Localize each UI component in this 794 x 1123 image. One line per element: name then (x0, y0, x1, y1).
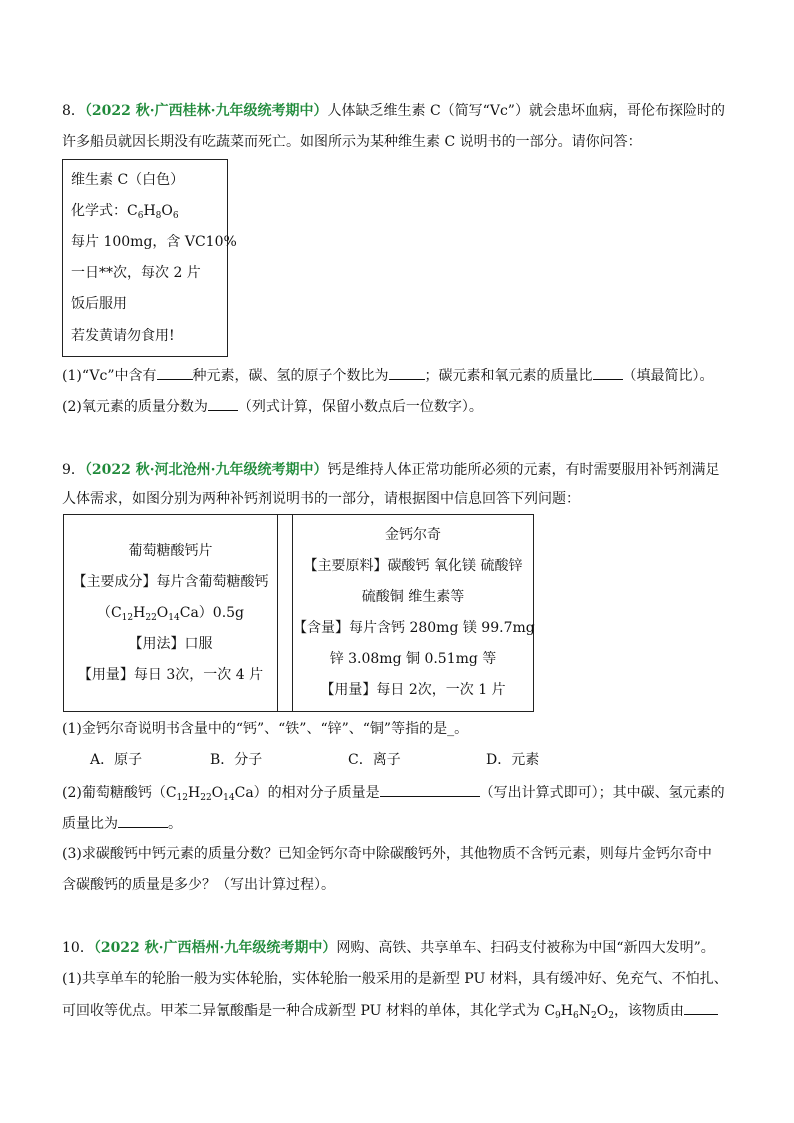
vc-label-line3: 每片 100mg，含 VC10% (71, 234, 237, 250)
option-b[interactable]: B．分子 (210, 752, 263, 768)
q9-part2: (2)葡萄糖酸钙$(C_{12}H_{22}O_{14}Ca)$的相对分子质量是 （写出计算式即可）；其中碳、氢元素的 (62, 782, 725, 803)
q8-line1 (62, 101, 725, 121)
answer-blank[interactable] (208, 396, 238, 411)
vc-label-line6: 若发黄请勿食用! (71, 328, 175, 344)
q9-part3: (3)求碳酸钙中钙元素的质量分数？已知金钙尔奇中除碳酸钙外，其他物质不含钙元素，则每片金钙尔奇中 (62, 846, 712, 862)
answer-blank[interactable] (118, 813, 168, 828)
calcium-label-table (63, 514, 534, 712)
q9-line1 (62, 460, 720, 480)
gluconate-title: 葡萄糖酸钙片 (128, 543, 213, 559)
caltrate-ingredients-2: 硫酸铜 维生素等 (361, 589, 465, 605)
vc-label-line4: 一日**次，每次 2 片 (71, 265, 201, 281)
gluconate-formula: $(C_{12}H_{22}O_{14}Ca)0.5g$ (96, 605, 245, 623)
caltrate-title: 金钙尔奇 (385, 527, 441, 543)
vc-label-line5: 饭后服用 (71, 296, 127, 312)
q9-part3-line2: 含碳酸钙的质量是多少？（写出计算过程）。 (62, 877, 335, 893)
vitamin-c-label-box (62, 159, 237, 357)
answer-blank[interactable] (593, 365, 623, 380)
q10-line1 (62, 938, 715, 958)
q10-source: （2022 秋·广西梧州·九年级统考期中） (93, 940, 337, 956)
vc-formula: 化学式：$C_6H_8O_6$ (71, 203, 179, 221)
q9-line2: 人体需求，如图分别为两种补钙剂说明书的一部分，请根据图中信息回答下列问题： (62, 491, 580, 507)
q10-text-1: 网购、高铁、共享单车、扫码支付被称为中国“新四大发明”。 (336, 940, 715, 956)
caltrate-dosage: 【用量】每日 2次，一次 1 片 (320, 682, 506, 698)
q8-part1: (1)“Vc”中含有 种元素，碳、氢的原子个数比为 ；碳元素和氧元素的质量比 （填最简比）。 (62, 365, 714, 386)
vc-label-line1: 维生素 C（白色） (71, 172, 185, 188)
q10-part1-line2: 可回收等优点。甲苯二异氰酸酯是一种合成新型 PU 材料的单体，其化学式为 $C_9H_6N_2O_2$，该物质由 (62, 1000, 718, 1021)
option-a[interactable]: A．原子 (90, 752, 143, 768)
gluconate-label (64, 515, 277, 711)
q9-text-1: 钙是维持人体正常功能所必须的元素，有时需要服用补钙剂满足 (327, 462, 720, 478)
q8-source: （2022 秋·广西桂林·九年级统考期中） (84, 103, 328, 119)
answer-blank[interactable] (380, 782, 480, 797)
gluconate-dosage: 【用量】每日 3次，一次 4 片 (77, 667, 264, 683)
q10-part1: (1)共享单车的轮胎一般为实体轮胎，实体轮胎一般采用的是新型 PU 材料，具有缓冲好、免充气、不怕扎、 (62, 971, 728, 987)
caltrate-content-2: 锌 3.08mg 铜 0.51mg 等 (329, 651, 497, 667)
q8-text-1: 人体缺乏维生素 C（简写“Vc”）就会患坏血病，哥伦布探险时的 (327, 103, 725, 119)
caltrate-label (293, 515, 533, 711)
answer-blank[interactable] (157, 365, 193, 380)
caltrate-ingredients: 【主要原料】碳酸钙 氧化镁 硫酸锌 (303, 558, 523, 574)
q9-part1: (1)金钙尔奇说明书含量中的“钙”、“铁”、“锌”、“铜”等指的是_。 (62, 721, 469, 737)
answer-blank[interactable] (389, 365, 425, 380)
answer-blank[interactable] (684, 1000, 718, 1015)
q9-number: 9． (62, 462, 85, 478)
q8-part2: (2)氧元素的质量分数为 （列式计算，保留小数点后一位数字）。 (62, 396, 483, 417)
option-c[interactable]: C．离子 (348, 752, 401, 768)
q8-number: 8． (62, 103, 85, 119)
gluconate-ingredients: 【主要成分】每片含葡萄糖酸钙 (72, 574, 269, 590)
q8-line2: 许多船员就因长期没有吃蔬菜而死亡。如图所示为某种维生素 C 说明书的一部分。请你问答： (62, 134, 642, 150)
q10-number: 10． (62, 940, 94, 956)
caltrate-content: 【含量】每片含钙 280mg 镁 99.7mg (293, 620, 535, 636)
option-d[interactable]: D．元素 (486, 752, 540, 768)
q9-source: （2022 秋·河北沧州·九年级统考期中） (84, 462, 328, 478)
q9-part2-line2: 质量比为 。 (62, 813, 182, 834)
gluconate-usage: 【用法】口服 (128, 636, 213, 652)
